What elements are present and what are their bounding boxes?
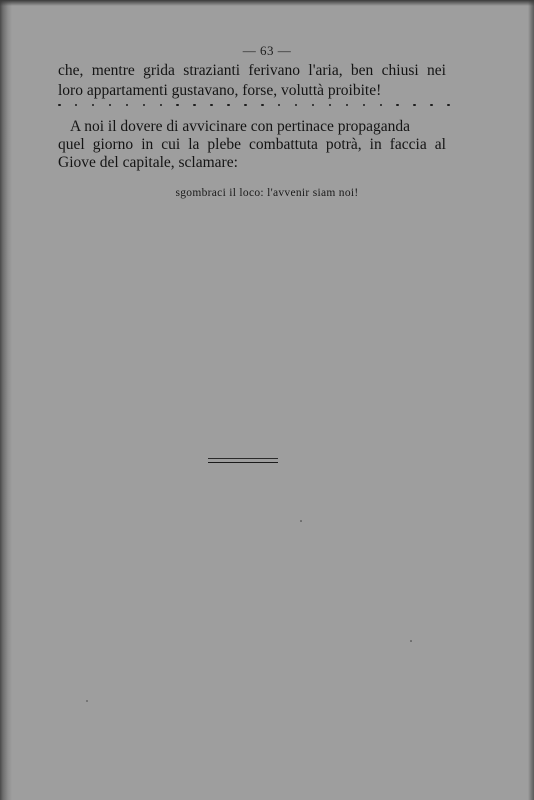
- paper-speck: [300, 520, 302, 522]
- paragraph1-line1-word: chiusi: [381, 62, 419, 79]
- paragraph1-line1-word: strazianti: [183, 62, 241, 79]
- paragraph2-line2-word: al: [434, 136, 446, 153]
- paragraph1-line1: [58, 62, 446, 80]
- paragraph2-line2-word: giorno: [92, 136, 134, 153]
- paragraph2-line2-word: potrà,: [325, 136, 362, 153]
- paragraph1-line1-word: ferivano: [248, 62, 301, 79]
- paragraph2-line1: A noi il dovere di avvicinare con pertinace propaganda: [70, 118, 411, 135]
- paragraph2-line2-word: plebe: [207, 136, 241, 153]
- quoted-verse: sgombraci il loco: l'avvenir siam noi!: [175, 187, 359, 199]
- page-edge-shadow: [528, 0, 534, 800]
- paragraph1-line1-word: l'aria,: [308, 62, 343, 79]
- paragraph1-line2: loro appartamenti gustavano, forse, voluttà proibite!: [58, 82, 382, 99]
- paragraph1-line1-word: nei: [427, 62, 446, 79]
- ellipsis-dot: [109, 104, 112, 107]
- paragraph2-line3: Giove del capitale, sclamare:: [58, 154, 238, 171]
- paper-speck: [410, 640, 412, 642]
- paragraph2-line2-word: quel: [58, 136, 85, 153]
- paragraph1-line1-word: che,: [58, 62, 84, 79]
- paragraph2-line2-word: in: [369, 136, 382, 153]
- paragraph2-line2-word: cui: [161, 136, 181, 153]
- paragraph1-line1-word: mentre: [91, 62, 135, 79]
- ellipsis-dot: [193, 104, 196, 107]
- ellipsis-dot: [75, 104, 78, 107]
- ellipsis-dot: [346, 104, 349, 107]
- page-number: — 63 —: [242, 43, 292, 58]
- paragraph2-line2: [58, 136, 446, 154]
- ellipsis-dot: [363, 104, 366, 107]
- paragraph2-line2-word: la: [188, 136, 200, 153]
- ellipsis-dot: [329, 104, 332, 107]
- ellipsis-dot: [210, 104, 213, 107]
- ellipsis-dot: [278, 104, 281, 107]
- ellipsis-dot: [413, 104, 416, 107]
- ellipsis-dot: [295, 104, 298, 107]
- ellipsis-dot: [160, 104, 163, 107]
- ellipsis-dot: [430, 104, 433, 107]
- paragraph2-line2-word: in: [141, 136, 154, 153]
- ellipsis-dot: [227, 104, 230, 107]
- ellipsis-dot: [261, 104, 264, 107]
- ellipsis-dot: [244, 104, 247, 107]
- ellipsis-dot: [126, 104, 129, 107]
- paragraph1-line1-word: grida: [143, 62, 175, 79]
- paragraph1-line1-word: ben: [350, 62, 374, 79]
- ellipsis-dot: [447, 104, 450, 107]
- paper-speck: [86, 700, 88, 702]
- ellipsis-dot: [312, 104, 315, 107]
- ellipsis-dot: [396, 104, 399, 107]
- paragraph2-line2-word: combattuta: [249, 136, 318, 153]
- ellipsis-dot: [92, 104, 95, 107]
- ellipsis-dot: [58, 104, 61, 107]
- paragraph2-line2-word: faccia: [389, 136, 427, 153]
- ellipsis-dot: [380, 104, 383, 107]
- ellipsis-dot: [143, 104, 146, 107]
- end-ornament-rule: [208, 458, 278, 463]
- ellipsis-dots-row: [58, 100, 450, 110]
- ellipsis-dot: [176, 104, 179, 107]
